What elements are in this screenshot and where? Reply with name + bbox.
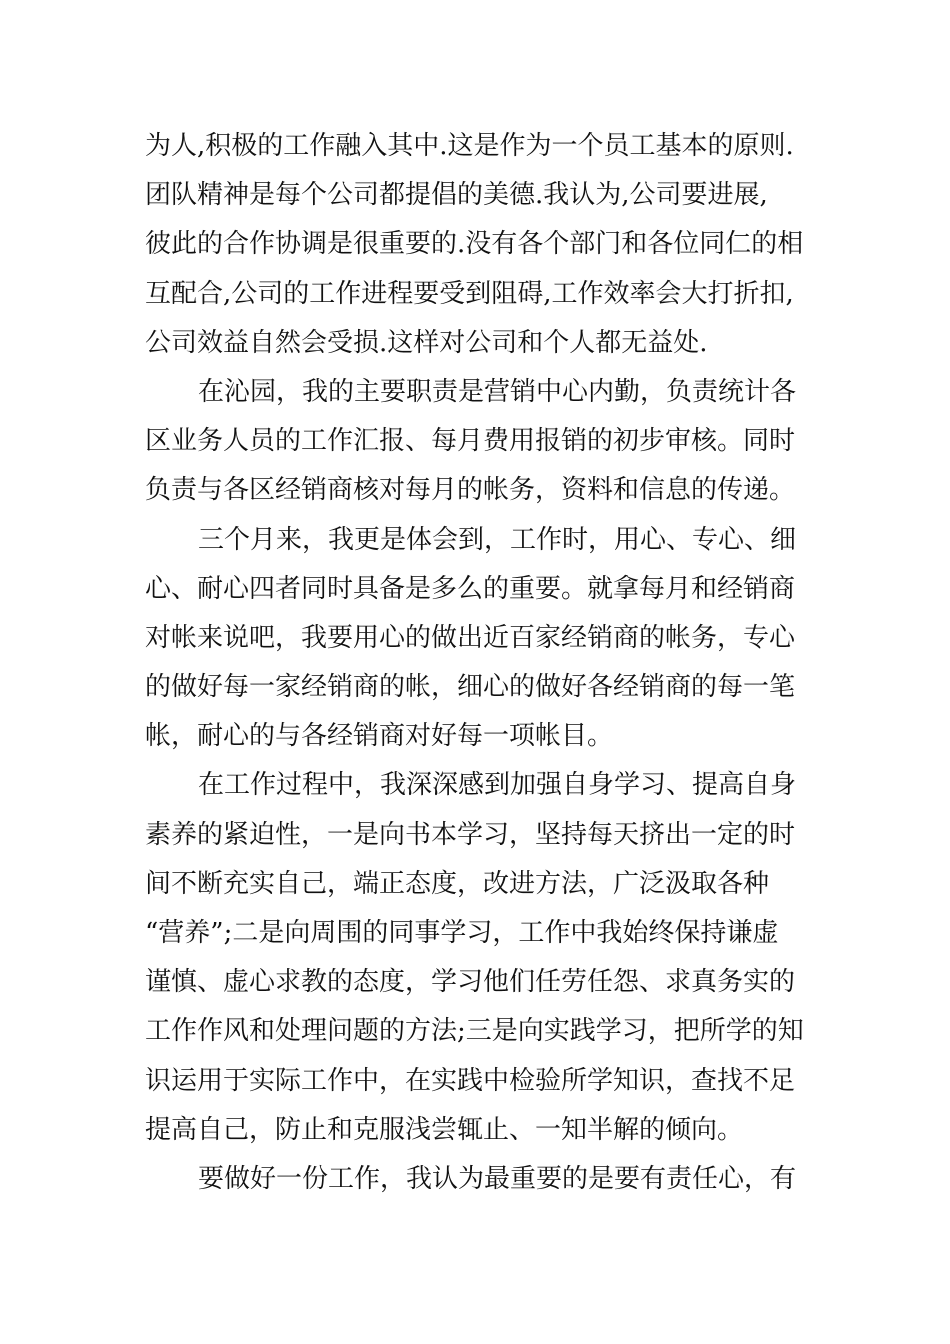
text-line-4: 互配合,公司的工作进程要受到阻碍,工作效率会大打折扣, [145, 278, 794, 309]
paragraph-start-line: 三个月来，我更是体会到，工作时，用心、专心、细 [198, 524, 797, 555]
text-line-2: 团队精神是每个公司都提倡的美德.我认为,公司要进展, [145, 180, 768, 211]
text-line-15: 素养的紧迫性，一是向书本学习，坚持每天挤出一定的时 [145, 819, 796, 850]
paragraph-start-line: 在沁园，我的主要职责是营销中心内勤，负责统计各 [198, 376, 797, 407]
text-line-16: 间不断充实自己，端正态度，改进方法，广泛汲取各种 [145, 868, 770, 899]
text-line-21: 提高自己，防止和克服浅尝辄止、一知半解的倾向。 [145, 1114, 744, 1145]
text-line-18: 谨慎、虚心求教的态度，学习他们任劳任怨、求真务实的 [145, 967, 796, 998]
text-line-7: 区业务人员的工作汇报、每月费用报销的初步审核。同时 [145, 426, 796, 457]
text-line-8: 负责与各区经销商核对每月的帐务，资料和信息的传递。 [145, 475, 796, 506]
body-text [145, 122, 815, 1204]
text-line-11: 对帐来说吧，我要用心的做出近百家经销商的帐务，专心 [145, 622, 796, 653]
text-line-20: 识运用于实际工作中，在实践中检验所学知识，查找不足 [145, 1065, 796, 1096]
text-line-12: 的做好每一家经销商的帐，细心的做好各经销商的每一笔 [145, 672, 796, 703]
text-line-17: “营养”;二是向周围的同事学习，工作中我始终保持谦虚 [145, 918, 779, 948]
text-line-5: 公司效益自然会受损.这样对公司和个人都无益处. [145, 327, 708, 358]
text-line-13: 帐，耐心的与各经销商对好每一项帐目。 [145, 721, 614, 752]
paragraph-start-line: 要做好一份工作，我认为最重要的是要有责任心，有 [198, 1163, 797, 1194]
text-line-3: 彼此的合作协调是很重要的.没有各个部门和各位同仁的相 [145, 229, 804, 260]
text-line-10: 心、耐心四者同时具备是多么的重要。就拿每月和经销商 [145, 573, 796, 604]
text-line-19: 工作作风和处理问题的方法;三是向实践学习，把所学的知 [145, 1016, 804, 1047]
text-line-1: 为人,积极的工作融入其中.这是作为一个员工基本的原则. [145, 131, 794, 161]
paragraph-start-line: 在工作过程中，我深深感到加强自身学习、提高自身 [198, 770, 797, 801]
